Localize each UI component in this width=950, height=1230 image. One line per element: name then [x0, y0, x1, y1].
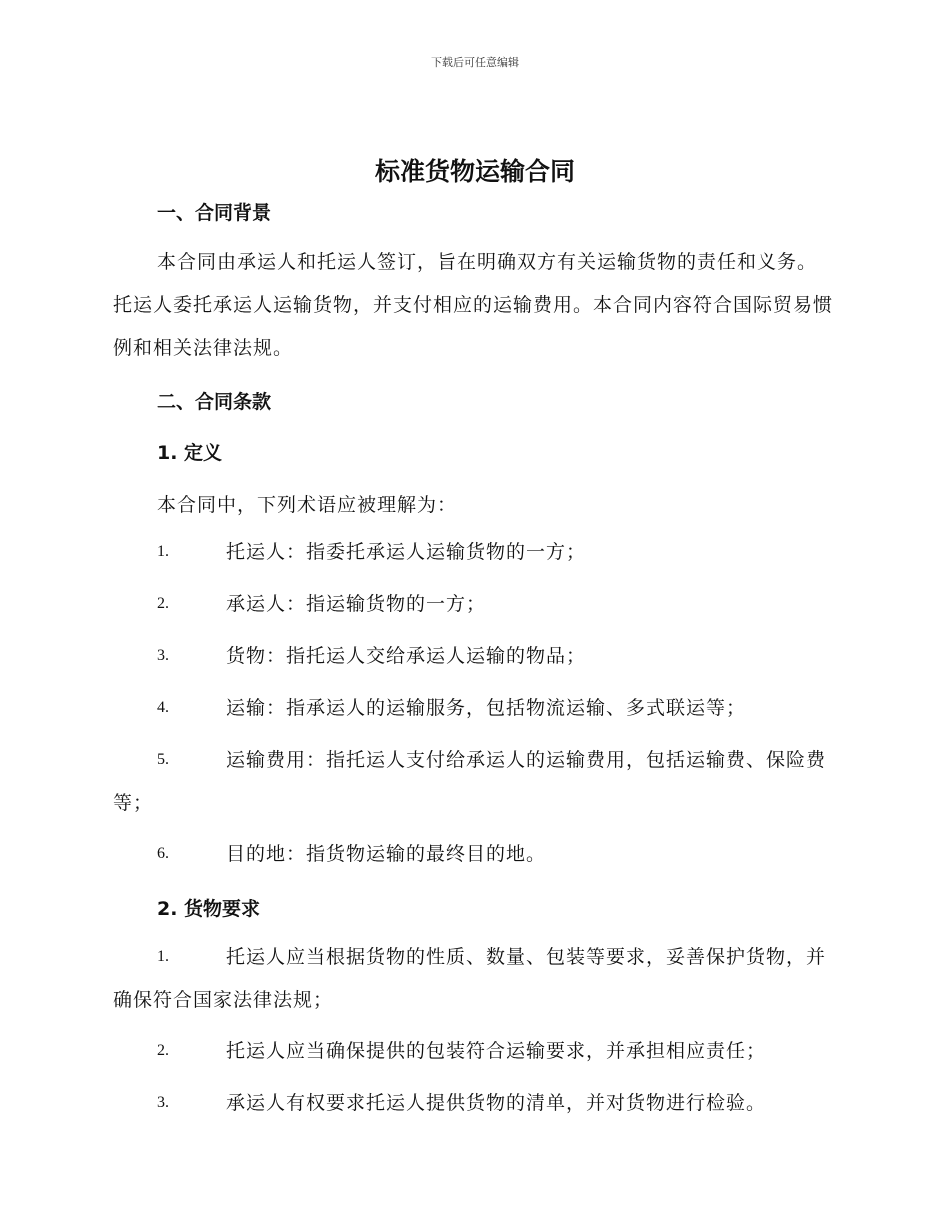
list-text: 运输：指承运人的运输服务，包括物流运输、多式联运等；: [226, 697, 747, 719]
list-text: 托运人应当确保提供的包装符合运输要求，并承担相应责任；: [226, 1040, 767, 1062]
list-number: 5.: [157, 751, 169, 768]
background-paragraph: 本合同由承运人和托运人签订，旨在明确双方有关运输货物的责任和义务。托运人委托承运人运输货物，并支付相应的运输费用。本合同内容符合国际贸易惯例和相关法律法规。: [113, 251, 834, 359]
list-text: 承运人有权要求托运人提供货物的清单，并对货物进行检验。: [226, 1092, 767, 1114]
list-text: 货物：指托运人交给承运人运输的物品；: [226, 645, 587, 667]
list-item: [113, 583, 833, 626]
list-number: 1.: [157, 543, 169, 560]
list-item: [113, 531, 833, 574]
list-number: 1.: [157, 948, 169, 965]
list-text: 托运人：指委托承运人运输货物的一方；: [226, 541, 587, 563]
list-number: 6.: [157, 845, 169, 862]
list-item: [113, 833, 833, 876]
document-title: 标准货物运输合同: [374, 157, 575, 186]
section-heading-terms: 二、合同条款: [157, 391, 272, 413]
list-item: [113, 1030, 833, 1073]
list-item: [113, 739, 833, 825]
list-item: [113, 1082, 833, 1125]
list-number: 3.: [157, 1094, 169, 1111]
definitions-intro: 本合同中，下列术语应被理解为：: [157, 494, 458, 516]
list-number: 3.: [157, 647, 169, 664]
subsection-heading-goods: 2. 货物要求: [157, 898, 261, 920]
list-number: 2.: [157, 1042, 169, 1059]
list-item: [113, 687, 833, 730]
list-item: [113, 936, 833, 1022]
list-text: 运输费用：指托运人支付给承运人的运输费用，包括运输费、保险费等；: [113, 749, 827, 814]
list-number: 2.: [157, 595, 169, 612]
section-heading-background: 一、合同背景: [157, 202, 272, 224]
list-number: 4.: [157, 699, 169, 716]
list-text: 目的地：指货物运输的最终目的地。: [226, 843, 547, 865]
header-note: 下载后可任意编辑: [431, 56, 519, 69]
subsection-heading-definitions: 1. 定义: [157, 442, 223, 464]
list-item: [113, 635, 833, 678]
list-text: 承运人：指运输货物的一方；: [226, 593, 487, 615]
list-text: 托运人应当根据货物的性质、数量、包装等要求，妥善保护货物，并确保符合国家法律法规；: [113, 946, 827, 1011]
